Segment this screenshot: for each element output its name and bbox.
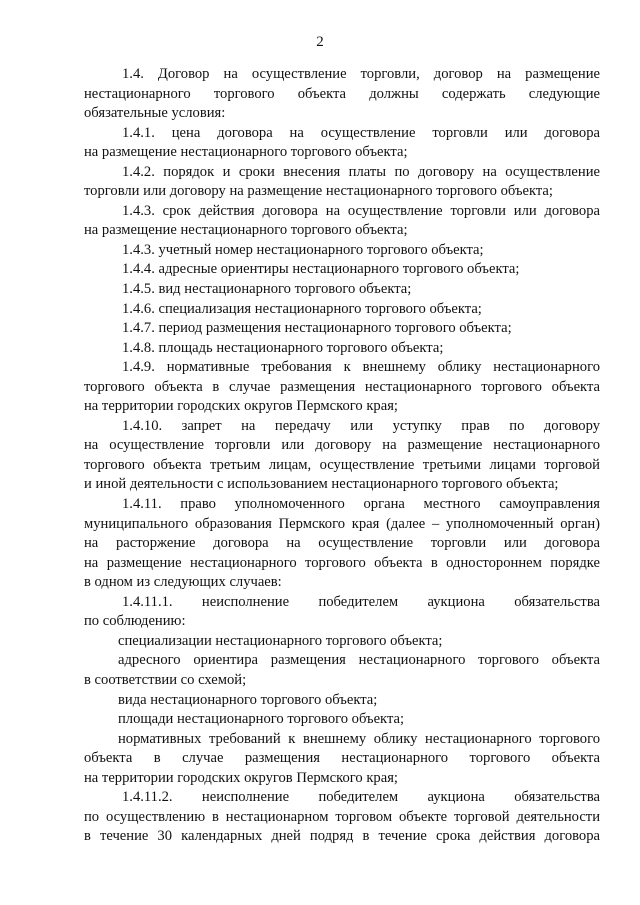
text-line: 1.4.11. право уполномоченного органа местного самоуправления bbox=[122, 496, 600, 513]
text-line: 1.4.11.2. неисполнение победителем аукциона обязательства bbox=[122, 789, 600, 806]
text-line: 1.4.5. вид нестационарного торгового объекта; bbox=[122, 281, 412, 298]
text-line: 1.4.3. учетный номер нестационарного торгового объекта; bbox=[122, 241, 484, 258]
text-line: на размещение нестационарного торгового объекта в одностороннем порядке bbox=[84, 554, 600, 571]
text-line: 1.4.4. адресные ориентиры нестационарного торгового объекта; bbox=[122, 261, 520, 278]
text-line: объекта в случае размещения нестационарного торгового объекта bbox=[84, 750, 600, 767]
text-line: 1.4.10. запрет на передачу или уступку прав по договору bbox=[122, 417, 600, 434]
text-line: 1.4.2. порядок и сроки внесения платы по договору на осуществление bbox=[122, 163, 600, 180]
text-line: 1.4.11.1. неисполнение победителем аукциона обязательства bbox=[122, 593, 600, 610]
text-line: в одном из следующих случаев: bbox=[84, 574, 282, 591]
text-line: и иной деятельности с использованием нестационарного торгового объекта; bbox=[84, 476, 559, 493]
text-line: на территории городских округов Пермского края; bbox=[84, 769, 398, 786]
text-line: 1.4.8. площадь нестационарного торгового объекта; bbox=[122, 339, 444, 356]
text-line: в течение 30 календарных дней подряд в течение срока действия договора bbox=[84, 828, 600, 845]
text-line: вида нестационарного торгового объекта; bbox=[118, 691, 378, 708]
text-line: 1.4.3. срок действия договора на осуществление торговли или договора bbox=[122, 202, 600, 219]
text-line: на размещение нестационарного торгового объекта; bbox=[84, 222, 408, 239]
text-line: на осуществление торговли или договору на размещение нестационарного bbox=[84, 437, 600, 454]
text-line: площади нестационарного торгового объекта; bbox=[118, 711, 405, 728]
text-line: 1.4.1. цена договора на осуществление торговли или договора bbox=[122, 124, 600, 141]
text-line: обязательные условия: bbox=[84, 105, 226, 122]
text-line: нормативных требований к внешнему облику нестационарного торгового bbox=[118, 730, 600, 747]
text-line: торговли или договору на размещение нестационарного торгового объекта; bbox=[84, 183, 553, 200]
text-line: по осуществлению в нестационарном торговом объекте торговой деятельности bbox=[84, 808, 600, 825]
text-line: 1.4.7. период размещения нестационарного торгового объекта; bbox=[122, 320, 512, 337]
text-line: 1.4.9. нормативные требования к внешнему облику нестационарного bbox=[122, 359, 600, 376]
text-line: адресного ориентира размещения нестационарного торгового объекта bbox=[118, 652, 600, 669]
text-line: в соответствии со схемой; bbox=[84, 671, 247, 688]
text-line: по соблюдению: bbox=[84, 613, 186, 630]
text-line: специализации нестационарного торгового объекта; bbox=[118, 632, 443, 649]
page-number: 2 bbox=[316, 34, 324, 50]
text-line: торгового объекта в случае размещения нестационарного торгового объекта bbox=[84, 378, 600, 395]
text-line: торгового объекта третьим лицам, осуществление третьими лицами торговой bbox=[84, 456, 600, 473]
text-line: нестационарного торгового объекта должны содержать следующие bbox=[84, 85, 600, 102]
document-body bbox=[84, 65, 600, 847]
text-line: на размещение нестационарного торгового объекта; bbox=[84, 144, 408, 161]
text-line: муниципального образования Пермского края (далее – уполномоченный орган) bbox=[84, 515, 600, 532]
text-line: 1.4.6. специализация нестационарного торгового объекта; bbox=[122, 300, 482, 317]
text-line: на территории городских округов Пермского края; bbox=[84, 398, 398, 415]
text-line: на расторжение договора на осуществление торговли или договора bbox=[84, 535, 600, 552]
text-line: 1.4. Договор на осуществление торговли, договор на размещение bbox=[122, 66, 600, 82]
